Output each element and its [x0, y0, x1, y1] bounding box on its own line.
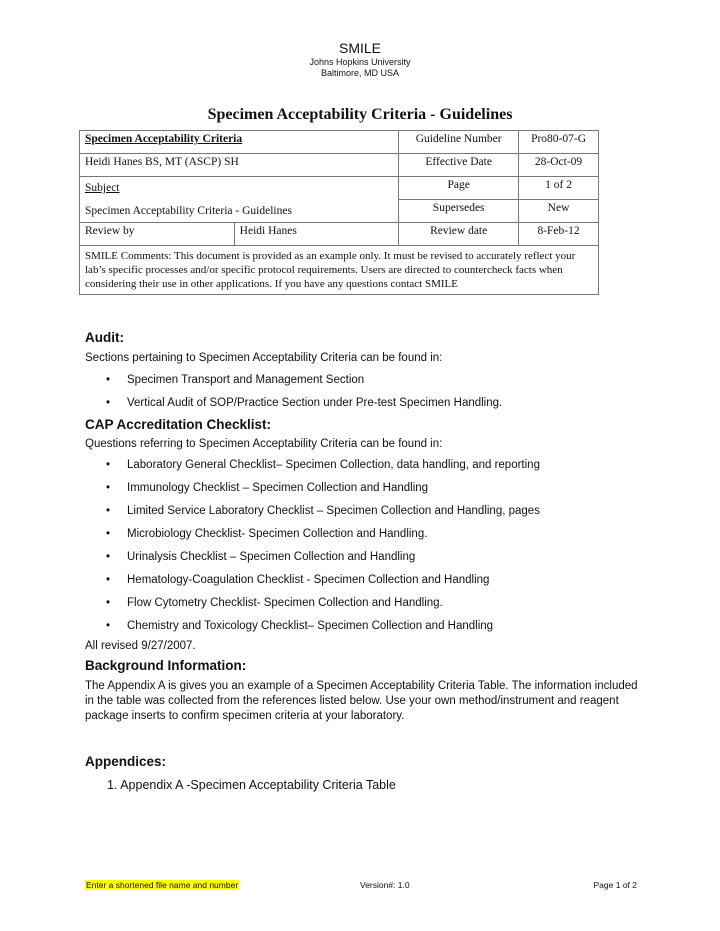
list-item: • Limited Service Laboratory Checklist – Specimen Collection and Handling, pages [85, 500, 645, 523]
org-name: SMILE [338, 40, 381, 56]
list-item: • Urinalysis Checklist – Specimen Collection and Handling [85, 546, 645, 569]
document-title: Specimen Acceptability Criteria - Guidelines [207, 106, 513, 123]
review-date-value: 8-Feb-12 [519, 223, 599, 246]
cap-list [85, 454, 645, 638]
audit-heading: Audit: [85, 330, 124, 345]
bullet-icon: • [106, 397, 111, 409]
cap-heading: CAP Accreditation Checklist: [85, 417, 272, 432]
background-text: The Appendix A is gives you an example of a Specimen Acceptability Criteria Table. The information included in the table was collected from the references listed below. Use your own method/instrument and reagent package inserts to confirm specimen criteria at your laboratory. [85, 680, 638, 722]
location: Baltimore, MD USA [320, 68, 400, 78]
author-cell: Heidi Hanes BS, MT (ASCP) SH [80, 154, 399, 177]
list-item: 1. Appendix A -Specimen Acceptability Criteria Table [107, 778, 396, 792]
audit-intro: Sections pertaining to Specimen Acceptability Criteria can be found in: [85, 352, 443, 364]
list-item: • Laboratory General Checklist– Specimen Collection, data handling, and reporting [85, 454, 645, 477]
bullet-icon: • [106, 620, 111, 632]
bullet-icon: • [106, 482, 111, 494]
bullet-icon: • [106, 374, 111, 386]
list-item: • Flow Cytometry Checklist- Specimen Collection and Handling. [85, 592, 645, 615]
list-item: • Hematology-Coagulation Checklist - Specimen Collection and Handling [85, 569, 645, 592]
bullet-icon: • [106, 597, 111, 609]
bullet-icon: • [106, 551, 111, 563]
footer-version: Version#: 1.0 [360, 880, 410, 890]
page-footer [85, 880, 637, 892]
list-item: • Immunology Checklist – Specimen Collection and Handling [85, 477, 645, 500]
footer-filename: Enter a shortened file name and number [86, 880, 239, 890]
effective-date-label: Effective Date [399, 154, 519, 177]
list-item: • Microbiology Checklist- Specimen Collection and Handling. [85, 523, 645, 546]
guideline-number-value: Pro80-07-G [519, 131, 599, 154]
supersedes-value: New [519, 200, 599, 223]
page-label: Page [399, 177, 519, 200]
review-by-label: Review by [80, 223, 235, 246]
bullet-icon: • [106, 459, 111, 471]
review-date-label: Review date [399, 223, 519, 246]
info-table [79, 130, 599, 295]
bullet-icon: • [106, 505, 111, 517]
guideline-number-label: Guideline Number [399, 131, 519, 154]
footer-page: Page 1 of 2 [593, 880, 637, 890]
smile-comments: SMILE Comments: This document is provided as an example only. It must be revised to accurately reflect your lab’s specific processes and/or specific protocol requirements. Users are directed to countercheck facts when considering their use in other applications. If you have any questions contact SMILE [80, 246, 599, 295]
supersedes-label: Supersedes [399, 200, 519, 223]
subject-label: Subject [85, 182, 120, 194]
university-name: Johns Hopkins University [309, 57, 411, 67]
list-item: • Vertical Audit of SOP/Practice Section under Pre-test Specimen Handling. [85, 392, 645, 415]
document-header [0, 40, 720, 79]
appendices-heading: Appendices: [85, 754, 167, 769]
doc-name-cell: Specimen Acceptability Criteria [80, 131, 399, 154]
audit-list [85, 369, 645, 415]
cap-intro: Questions referring to Specimen Acceptability Criteria can be found in: [85, 438, 443, 450]
background-heading: Background Information: [85, 658, 247, 673]
list-item: • Specimen Transport and Management Section [85, 369, 645, 392]
page-value: 1 of 2 [519, 177, 599, 200]
document-body [85, 330, 645, 795]
reviewer-name: Heidi Hanes [234, 223, 399, 246]
list-item: • Chemistry and Toxicology Checklist– Specimen Collection and Handling [85, 615, 645, 638]
bullet-icon: • [106, 528, 111, 540]
subject-cell [80, 177, 399, 223]
subject-value: Specimen Acceptability Criteria - Guidelines [85, 205, 292, 217]
bullet-icon: • [106, 574, 111, 586]
revised-note: All revised 9/27/2007. [85, 640, 196, 652]
effective-date-value: 28-Oct-09 [519, 154, 599, 177]
appendices-list [85, 775, 645, 795]
